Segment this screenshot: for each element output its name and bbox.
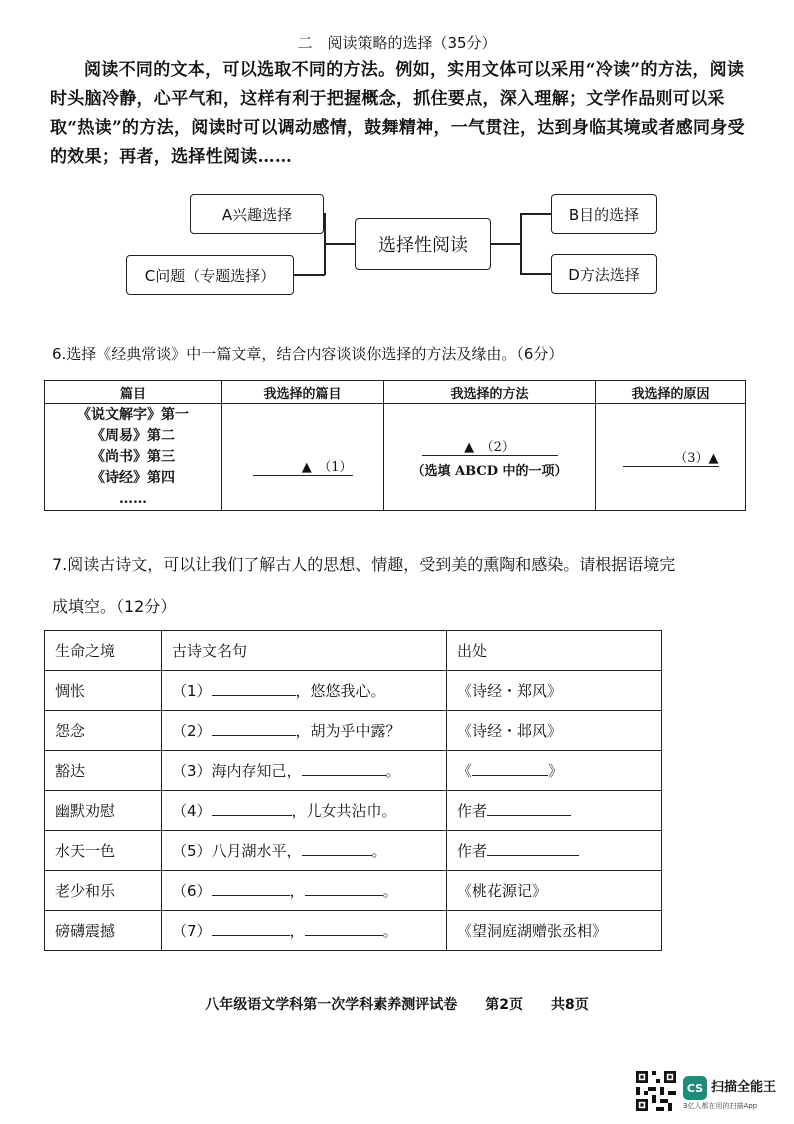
diagram-node-b: B目的选择 [551, 194, 657, 234]
table-row [45, 871, 662, 911]
line-suffix: 。 [385, 762, 401, 780]
q6-blank-1-cell[interactable] [222, 404, 384, 511]
q7-realm-1: 惆怅 [45, 671, 162, 711]
q7-prompt-line2: 成填空。（12分） [52, 597, 177, 616]
q6-blank-3[interactable]: （3）▲ [623, 447, 719, 467]
table-row [45, 831, 662, 871]
q6-blank-1[interactable]: ▲ （1） [253, 438, 353, 476]
line-suffix: ，悠悠我心。 [295, 682, 386, 700]
list-item: 《尚书》第三 [91, 448, 175, 465]
line-suffix: 。 [382, 882, 398, 900]
q6-prompt: 6.选择《经典常谈》中一篇文章，结合内容谈谈你选择的方法及缘由。（6分） [52, 345, 564, 363]
q7-line-3[interactable] [162, 751, 447, 791]
line-prefix: （1） [172, 682, 212, 700]
q7-source-2: 《诗经・邶风》 [447, 711, 662, 751]
q7-line-5[interactable] [162, 831, 447, 871]
table-row [45, 791, 662, 831]
line-prefix: （2） [172, 722, 212, 740]
table-row [45, 711, 662, 751]
connector-right-vertical [520, 213, 522, 274]
q7-header-realm: 生命之境 [45, 631, 162, 671]
section-title: 二 阅读策略的选择（35分） [297, 34, 497, 52]
scanner-logo-icon: CS [683, 1076, 707, 1100]
list-item: 《周易》第二 [91, 427, 175, 444]
q7-header-lines: 古诗文名句 [162, 631, 447, 671]
blank-field[interactable] [305, 881, 383, 896]
table-row [45, 751, 662, 791]
line-prefix: （3）海内存知己， [172, 762, 302, 780]
line-prefix: （4） [172, 802, 212, 820]
line-suffix: 。 [382, 922, 398, 940]
line-suffix: ，儿女共沾巾。 [291, 802, 397, 820]
intro-paragraph: 阅读不同的文本，可以选取不同的方法。例如，实用文体可以采用“冷读”的方法，阅读时头脑冷静，心平气和，这样有利于把握概念，抓住要点，深入理解；文学作品则可以采取“热读”的方法，阅读时可以调动感情，鼓舞精神，一气贯注，达到身临其境或者感同身受的效果；再者，选择性阅读…… [50, 60, 745, 167]
q7-realm-6: 老少和乐 [45, 871, 162, 911]
q7-realm-5: 水天一色 [45, 831, 162, 871]
diagram-node-d: D方法选择 [551, 254, 657, 294]
q6-blank-2-cell[interactable] [384, 404, 596, 511]
q7-source-6: 《桃花源记》 [447, 871, 662, 911]
connector-left-c [294, 274, 325, 276]
q7-source-5[interactable] [447, 831, 662, 871]
diagram-node-a: A兴趣选择 [190, 194, 324, 234]
q7-realm-2: 怨念 [45, 711, 162, 751]
q7-table [44, 630, 662, 951]
q7-line-7[interactable]: （7） ， 。 [162, 911, 447, 951]
q6-book-list [45, 404, 222, 511]
source-suffix: 》 [548, 762, 564, 780]
blank-field[interactable] [212, 921, 290, 936]
q7-source-3[interactable] [447, 751, 662, 791]
qr-code-icon [636, 1071, 676, 1111]
q7-prompt-line1: 7.阅读古诗文，可以让我们了解古人的思想、情趣，受到美的熏陶和感染。请根据语境完 [52, 555, 676, 574]
blank-field[interactable] [302, 841, 372, 856]
connector-left-center [324, 243, 355, 245]
blank-field[interactable] [487, 841, 579, 856]
blank-field[interactable] [305, 921, 383, 936]
q6-header-title: 篇目 [45, 381, 222, 404]
blank-field[interactable] [212, 721, 296, 736]
connector-right-d [520, 273, 551, 275]
q6-header-reason: 我选择的原因 [596, 381, 746, 404]
q6-blank-2-note: （选填 ABCD 中的一项） [411, 463, 568, 479]
list-item: 《诗经》第四 [91, 469, 175, 486]
line-prefix: （7） [172, 922, 212, 940]
line-suffix: ，胡为乎中露？ [295, 722, 401, 740]
blank-field[interactable] [212, 681, 296, 696]
source-prefix: 作者 [457, 802, 488, 820]
q7-realm-4: 幽默劝慰 [45, 791, 162, 831]
blank-field[interactable] [212, 801, 292, 816]
blank-field[interactable] [472, 761, 548, 776]
q7-source-7: 《望洞庭湖赠张丞相》 [447, 911, 662, 951]
q7-line-2[interactable] [162, 711, 447, 751]
q7-realm-3: 豁达 [45, 751, 162, 791]
scanner-brand: 扫描全能王 [711, 1080, 777, 1095]
q7-header-source: 出处 [447, 631, 662, 671]
list-item: 《说文解字》第一 [77, 406, 189, 423]
list-item: …… [119, 490, 147, 507]
line-prefix: （5）八月湖水平， [172, 842, 302, 860]
connector-right-center [491, 243, 521, 245]
scanner-tagline: 3亿人都在用的扫描App [683, 1102, 758, 1110]
blank-field[interactable] [212, 881, 290, 896]
line-prefix: （6） [172, 882, 212, 900]
q6-blank-3-cell[interactable] [596, 404, 746, 511]
q7-source-1: 《诗经・郑风》 [447, 671, 662, 711]
table-row [45, 911, 662, 951]
source-prefix: 《 [457, 762, 473, 780]
diagram-node-center: 选择性阅读 [355, 218, 491, 270]
q7-source-4[interactable] [447, 791, 662, 831]
table-row [45, 671, 662, 711]
q7-realm-7: 磅礴震撼 [45, 911, 162, 951]
q7-line-4[interactable] [162, 791, 447, 831]
q6-table [44, 380, 746, 511]
source-prefix: 作者 [457, 842, 488, 860]
q6-header-method: 我选择的方法 [384, 381, 596, 404]
blank-field[interactable] [487, 801, 571, 816]
q6-blank-2[interactable]: ▲ （2） [422, 436, 558, 456]
line-suffix: 。 [371, 842, 387, 860]
q7-line-1[interactable] [162, 671, 447, 711]
blank-field[interactable] [302, 761, 386, 776]
q7-line-6[interactable]: （6） ， 。 [162, 871, 447, 911]
diagram-node-c: C问题（专题选择） [126, 255, 294, 295]
page-footer: 八年级语文学科第一次学科素养测评试卷 第2页 共8页 [205, 997, 589, 1013]
q6-header-chosen-title: 我选择的篇目 [222, 381, 384, 404]
connector-right-b [520, 213, 551, 215]
